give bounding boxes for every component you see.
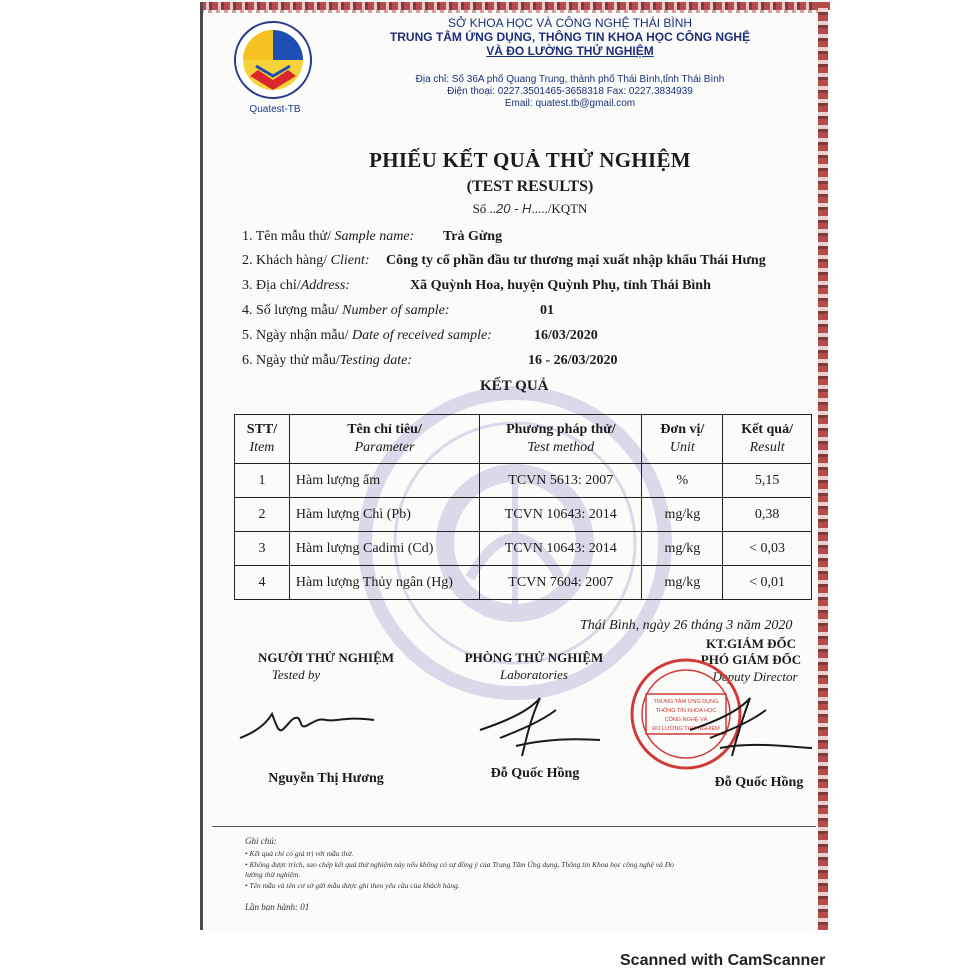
results-heading: KẾT QUẢ [480, 378, 549, 394]
doc-number [260, 201, 800, 217]
tester-title: NGƯỜI THỬ NGHIỆM [257, 650, 395, 665]
decorative-border-top [200, 2, 830, 10]
results-header-row [235, 415, 812, 464]
director-title-2: PHÓ GIÁM ĐỐC [700, 652, 802, 667]
cell-unit: mg/kg [642, 532, 723, 566]
col-header-result: Kết quả/ Result [723, 415, 812, 464]
edition-note: Lần ban hành: 01 [245, 902, 310, 912]
cell-parameter: Hàm lượng Thủy ngân (Hg) [289, 566, 479, 600]
tester-name: Nguyễn Thị Hương [268, 771, 384, 786]
info-sample-name-label: 1. Tên mẫu thử/ Sample name: [242, 229, 415, 244]
doc-number-prefix: Số .. [472, 201, 497, 216]
org-name-line-2: VÀ ĐO LƯỜNG THỬ NGHIỆM [486, 44, 654, 58]
notes-heading: Ghi chú: [245, 836, 277, 846]
info-address-value: Xã Quỳnh Hoa, huyện Quỳnh Phụ, tỉnh Thái Bình [410, 278, 711, 293]
director-title-1: KT.GIÁM ĐỐC [705, 636, 797, 651]
info-testing-date-label: 6. Ngày thử mẫu/Testing date: [242, 353, 413, 368]
note-line-3: lường thử nghiệm. [245, 870, 301, 879]
info-sample-name-value: Trà Gừng [443, 229, 503, 244]
signing-date: Thái Bình, ngày 26 tháng 3 năm 2020 [580, 618, 793, 633]
cell-method: TCVN 7604: 2007 [480, 566, 642, 600]
col-header-unit: Đơn vị/ Unit [642, 415, 723, 464]
cell-unit: mg/kg [642, 566, 723, 600]
tester-subtitle: Tested by [271, 667, 321, 682]
cell-method: TCVN 10643: 2014 [480, 498, 642, 532]
director-name: Đỗ Quốc Hồng [714, 775, 804, 790]
note-line-2: • Không được trích, sao chép kết quả thử nghiệm này nếu không có sự đồng ý của Trung Tâm Ứng dụng, Thông tin Khoa học công nghệ và Đo [245, 860, 674, 869]
cell-stt: 2 [235, 498, 290, 532]
cell-result: < 0,01 [723, 566, 812, 600]
note-line-1: • Kết quả chỉ có giá trị với mẫu thử. [245, 849, 354, 858]
cell-unit: % [642, 464, 723, 498]
doc-number-handwritten: 20 - H [496, 201, 532, 216]
info-testing-date-value: 16 - 26/03/2020 [528, 353, 618, 368]
table-row [235, 464, 812, 498]
director-signature-icon [680, 690, 820, 760]
info-client-label: 2. Khách hàng/ Client: [242, 253, 370, 268]
tester-signature-icon [236, 696, 386, 748]
stamp-line-2: THÔNG TIN KHOA HỌC [655, 708, 717, 714]
cell-stt: 1 [235, 464, 290, 498]
page-edge-left [200, 2, 203, 930]
cell-result: < 0,03 [723, 532, 812, 566]
decorative-border-top-inner [200, 10, 830, 13]
quatest-logo-icon [228, 18, 318, 118]
cell-stt: 4 [235, 566, 290, 600]
lab-signature-icon [460, 690, 610, 760]
org-email: Email: quatest.tb@gmail.com [504, 98, 636, 109]
cell-stt: 3 [235, 532, 290, 566]
cell-result: 5,15 [723, 464, 812, 498]
info-client-value: Công ty cổ phần đầu tư thương mại xuất nhập khẩu Thái Hưng [386, 253, 766, 268]
cell-parameter: Hàm lượng Chì (Pb) [289, 498, 479, 532]
table-row [235, 566, 812, 600]
lab-subtitle: Laboratories [500, 667, 568, 682]
logo-caption: Quatest-TB [249, 104, 301, 115]
cell-unit: mg/kg [642, 498, 723, 532]
col-header-parameter: Tên chỉ tiêu/ Parameter [289, 415, 479, 464]
cell-result: 0,38 [723, 498, 812, 532]
info-sample-count-value: 01 [540, 303, 554, 318]
doc-subtitle: (TEST RESULTS) [466, 178, 594, 195]
org-parent: SỞ KHOA HỌC VÀ CÔNG NGHỆ THÁI BÌNH [447, 16, 693, 30]
table-row [235, 532, 812, 566]
col-header-stt: STT/ Item [235, 415, 290, 464]
lab-name: Đỗ Quốc Hồng [490, 766, 580, 781]
info-received-date-label: 5. Ngày nhận mẫu/ Date of received sample: [242, 328, 492, 343]
lab-title: PHÒNG THỬ NGHIỆM [464, 650, 604, 665]
doc-number-suffix: ...../KQTN [531, 201, 588, 216]
col-header-method: Phương pháp thử/ Test method [480, 415, 642, 464]
org-name-line-1: TRUNG TÂM ỨNG DỤNG, THÔNG TIN KHOA HỌC CÔNG NGHỆ [389, 30, 751, 44]
org-address: Địa chỉ: Số 36A phố Quang Trung, thành phố Thái Bình,tỉnh Thái Bình [415, 74, 725, 85]
info-received-date-value: 16/03/2020 [534, 328, 598, 343]
table-row [235, 498, 812, 532]
info-sample-count-label: 4. Số lượng mẫu/ Number of sample: [242, 303, 450, 318]
cell-method: TCVN 10643: 2014 [480, 532, 642, 566]
cell-method: TCVN 5613: 2007 [480, 464, 642, 498]
doc-title: PHIẾU KẾT QUẢ THỬ NGHIỆM [369, 148, 691, 172]
info-address-label: 3. Địa chỉ/Address: [242, 278, 350, 293]
cell-parameter: Hàm lượng Cadimi (Cd) [289, 532, 479, 566]
org-phone: Điện thoại: 0227.3501465-3658318 Fax: 0227.3834939 [447, 86, 693, 97]
director-subtitle: Deputy Director [712, 669, 798, 684]
scanner-watermark: Scanned with CamScanner [620, 952, 826, 969]
notes-divider [212, 826, 816, 827]
note-line-4: • Tên mẫu và tên cơ sở gửi mẫu được ghi theo yêu cầu của khách hàng. [245, 881, 460, 890]
cell-parameter: Hàm lượng ẩm [289, 464, 479, 498]
stamp-line-1: TRUNG TÂM ỨNG DỤNG [653, 699, 719, 705]
stamp-line-3: CÔNG NGHỆ VÀ [664, 717, 708, 723]
stamp-line-4: ĐO LƯỜNG THỬ NGHIỆM [652, 726, 720, 732]
results-table [234, 414, 812, 600]
